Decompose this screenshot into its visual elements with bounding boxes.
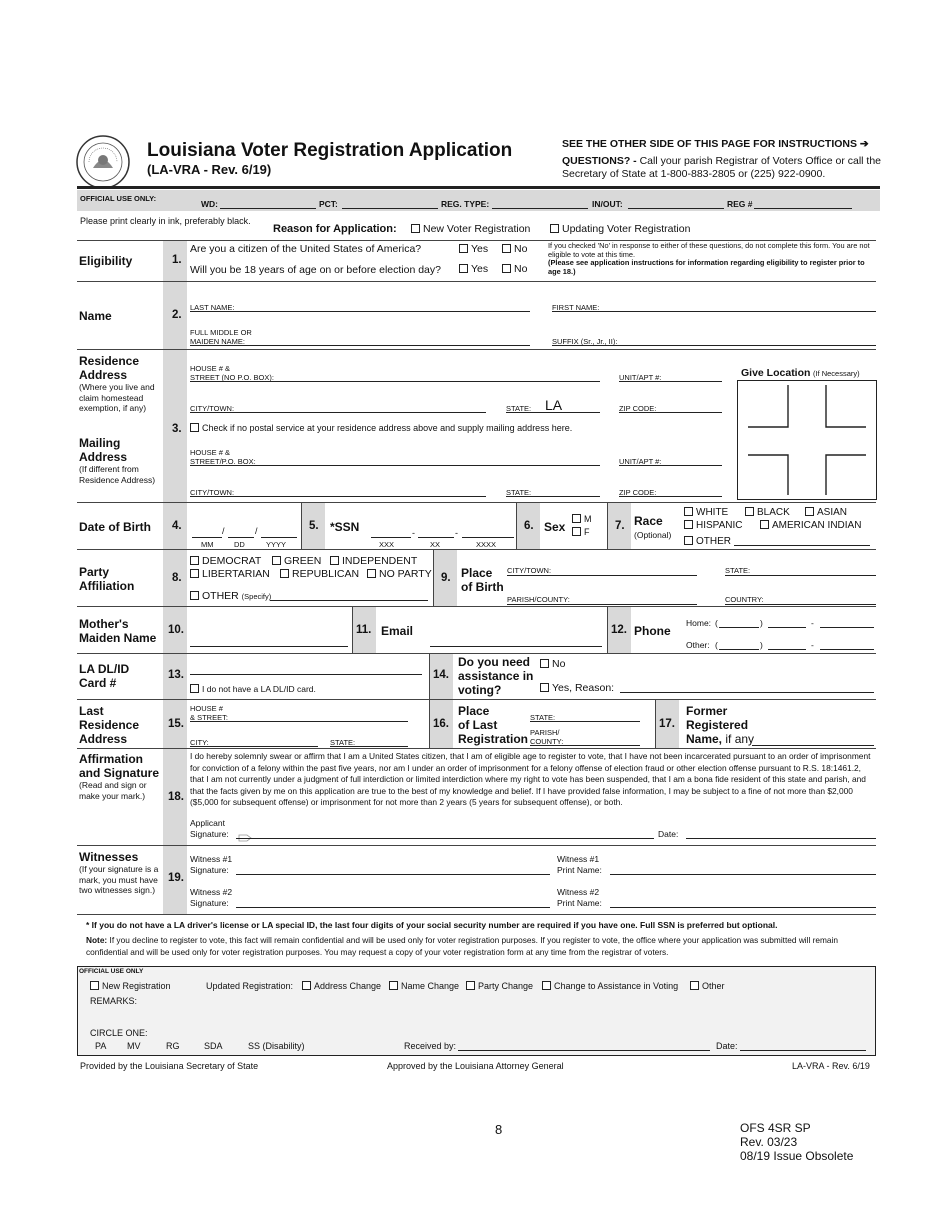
- state-seal-icon: [75, 134, 131, 190]
- res-city-label: CITY/TOWN:: [190, 404, 235, 413]
- location-box[interactable]: [737, 380, 877, 500]
- ssn-part2-field[interactable]: [418, 537, 454, 538]
- rule: [77, 281, 876, 282]
- witness2-print-label-1: Witness #2: [557, 887, 600, 897]
- witnesses-note: (If your signature is a mark, you must have two witnesses sign.): [79, 864, 159, 895]
- age-no[interactable]: No: [502, 264, 527, 275]
- ssn-last4-field[interactable]: [462, 537, 514, 538]
- party-label-2: Affiliation: [79, 579, 135, 593]
- birth-state-field[interactable]: [725, 575, 876, 576]
- last-reg-state-field[interactable]: [530, 721, 640, 722]
- mail-street-label: STREET/P.O. BOX:: [190, 457, 256, 466]
- section-num: 6.: [524, 520, 534, 532]
- dd-caption: DD: [234, 540, 245, 549]
- checkbox[interactable]: [190, 591, 199, 600]
- res-city-field[interactable]: [190, 412, 486, 413]
- witness2-label: Witness #2: [190, 887, 233, 897]
- checkbox[interactable]: [684, 507, 693, 516]
- checkbox[interactable]: [745, 507, 754, 516]
- checkbox[interactable]: [572, 527, 581, 536]
- checkbox[interactable]: [684, 536, 693, 545]
- assist-yes-option[interactable]: Yes, Reason:: [540, 683, 614, 694]
- assist-reason-field[interactable]: [620, 692, 874, 693]
- section-num: 1.: [172, 254, 182, 266]
- new-registration-option[interactable]: New Voter Registration: [411, 224, 530, 235]
- race-white[interactable]: WHITE: [684, 507, 728, 518]
- last-reg-parish-label-2: COUNTY:: [530, 737, 564, 746]
- checkbox[interactable]: [684, 520, 693, 529]
- section-num: 5.: [309, 520, 319, 532]
- ssn-footnote: * If you do not have a LA driver's license or LA special ID, the last four digits of your social security number are required if you have one. Full SSN is preferred but optional.: [86, 920, 778, 930]
- rule: [77, 748, 876, 749]
- last-name-field[interactable]: [190, 311, 530, 312]
- rule: [77, 349, 876, 350]
- received-by-field[interactable]: [458, 1050, 710, 1051]
- residence-note: (Where you live and claim homestead exemption, if any): [79, 382, 155, 413]
- res-street-label: STREET (NO P.O. BOX):: [190, 373, 274, 382]
- party-independent[interactable]: INDEPENDENT: [330, 556, 417, 567]
- mail-zip-field[interactable]: [619, 496, 722, 497]
- last-reg-parish-label-1: PARISH/: [530, 728, 560, 737]
- birth-parish-field[interactable]: [507, 604, 697, 605]
- date-label: Date:: [658, 829, 679, 839]
- witness1-signature-label: Signature:: [190, 865, 229, 875]
- assist-label-3: voting?: [458, 683, 502, 697]
- age-yes[interactable]: Yes: [459, 264, 488, 275]
- mail-unit-field[interactable]: [619, 465, 722, 466]
- checkbox[interactable]: [411, 224, 420, 233]
- section-num: 15.: [168, 718, 184, 730]
- dob-slash: /: [255, 526, 258, 536]
- res-zip-label: ZIP CODE:: [619, 404, 657, 413]
- sex-label: Sex: [544, 520, 566, 534]
- party-republican[interactable]: REPUBLICAN: [280, 569, 359, 580]
- ssn-part1-field[interactable]: [371, 537, 411, 538]
- res-house-label: HOUSE # &: [190, 364, 231, 373]
- witness1-label: Witness #1: [190, 854, 233, 864]
- last-reg-parish-field[interactable]: [530, 745, 640, 746]
- official-bottom-label: OFFICIAL USE ONLY: [79, 968, 144, 975]
- mail-city-label: CITY/TOWN:: [190, 488, 235, 497]
- last-street-label: & STREET:: [190, 713, 228, 722]
- checkbox[interactable]: [190, 684, 199, 693]
- witness1-print-field[interactable]: [610, 874, 876, 875]
- divider: [429, 700, 430, 748]
- suffix-label: SUFFIX (Sr., Jr., II):: [552, 337, 618, 346]
- checkbox[interactable]: [190, 569, 199, 578]
- form-subtitle: (LA-VRA - Rev. 6/19): [147, 162, 272, 177]
- checkbox[interactable]: [459, 264, 468, 273]
- sex-f-option[interactable]: F: [572, 527, 590, 538]
- rule: [77, 845, 876, 846]
- rule: [77, 502, 876, 503]
- party-green[interactable]: GREEN: [272, 556, 321, 567]
- other-line-field[interactable]: [820, 649, 874, 650]
- in-out-field: [628, 208, 724, 209]
- name-change-check[interactable]: Name Change: [389, 981, 459, 992]
- last-res-label-1: Last: [79, 704, 104, 718]
- checkbox[interactable]: [389, 981, 398, 990]
- checkbox[interactable]: [302, 981, 311, 990]
- res-state-field[interactable]: [506, 412, 600, 413]
- no-postal-service-check[interactable]: Check if no postal service at your residence address above and supply mailing address here.: [190, 423, 572, 434]
- reason-label: Reason for Application:: [273, 223, 397, 235]
- party-label-1: Party: [79, 565, 110, 579]
- last-reg-label-3: Registration: [458, 732, 529, 746]
- checkbox[interactable]: [466, 981, 475, 990]
- email-label: Email: [381, 624, 414, 638]
- mail-street-field[interactable]: [190, 465, 600, 466]
- reg-num-field: [754, 208, 852, 209]
- official-date-label: Date:: [716, 1041, 738, 1051]
- checkbox[interactable]: [90, 981, 99, 990]
- affirmation-label-2: and Signature: [79, 766, 160, 780]
- paren-open: (: [715, 618, 718, 628]
- party-other-field[interactable]: [270, 600, 428, 601]
- applicant-signature-label: Signature:: [190, 829, 229, 839]
- section-num: 16.: [433, 718, 449, 730]
- other-check[interactable]: Other: [690, 981, 725, 992]
- remarks-label: REMARKS:: [90, 996, 138, 1006]
- checkbox[interactable]: [190, 556, 199, 565]
- form-revision: LA-VRA - Rev. 6/19: [792, 1061, 870, 1071]
- race-hispanic[interactable]: HISPANIC: [684, 520, 743, 531]
- rule: [77, 653, 876, 654]
- race-other[interactable]: OTHER: [684, 536, 731, 547]
- party-other[interactable]: OTHER (Specify): [190, 591, 271, 602]
- last-res-label-2: Residence: [79, 718, 140, 732]
- birth-country-label: COUNTRY:: [725, 595, 764, 604]
- ss-option[interactable]: SS (Disability): [248, 1041, 305, 1051]
- citizen-question: Are you a citizen of the United States of America?: [190, 243, 422, 255]
- rg-option[interactable]: RG: [166, 1041, 180, 1051]
- party-democrat[interactable]: DEMOCRAT: [190, 556, 261, 567]
- middle-name-field[interactable]: [190, 345, 530, 346]
- last-reg-label-2: of Last: [458, 718, 498, 732]
- official-use-bottom-box: [77, 966, 876, 1056]
- questions-line1: Call your parish Registrar of Voters Office or call the: [639, 155, 882, 167]
- party-no-party[interactable]: NO PARTY: [367, 569, 432, 580]
- ofs-rev: Rev. 03/23: [740, 1135, 798, 1149]
- witness1-signature-field[interactable]: [236, 874, 550, 875]
- page-number: 8: [495, 1122, 503, 1137]
- race-asian[interactable]: ASIAN: [805, 507, 847, 518]
- mailing-note: (If different from Residence Address): [79, 464, 156, 485]
- other-phone-label: Other:: [686, 640, 710, 650]
- ssn-xxxx-caption: XXXX: [476, 540, 497, 549]
- mail-house-label: HOUSE # &: [190, 448, 231, 457]
- last-city-field[interactable]: [190, 746, 318, 747]
- section-num: 17.: [659, 718, 675, 730]
- witness1-print-label-1: Witness #1: [557, 854, 600, 864]
- res-state-value: LA: [545, 397, 563, 413]
- questions-note: [562, 155, 881, 167]
- checkbox[interactable]: [572, 514, 581, 523]
- in-out-label: IN/OUT:: [592, 199, 623, 209]
- assistance-change-check[interactable]: Change to Assistance in Voting: [542, 981, 678, 992]
- citizen-no[interactable]: No: [502, 244, 527, 255]
- section-num: 14.: [433, 669, 449, 681]
- dash: -: [811, 640, 814, 650]
- reg-type-field: [492, 208, 588, 209]
- party-change-check[interactable]: Party Change: [466, 981, 533, 992]
- pct-field: [342, 208, 438, 209]
- circle-one-label: CIRCLE ONE:: [90, 1028, 148, 1038]
- section-num: 13.: [168, 669, 184, 681]
- assist-no-option[interactable]: No: [540, 659, 565, 670]
- print-note: Please print clearly in ink, preferably black.: [80, 216, 251, 226]
- ssn-label: *SSN: [330, 520, 360, 534]
- section-num: 11.: [356, 624, 372, 636]
- first-name-field[interactable]: [552, 311, 876, 312]
- res-zip-field[interactable]: [619, 412, 722, 413]
- pen-icon: [238, 829, 252, 837]
- sda-option[interactable]: SDA: [204, 1041, 223, 1051]
- race-optional: (Optional): [634, 530, 672, 540]
- dob-mm-field[interactable]: [192, 537, 222, 538]
- section-num: 19.: [168, 872, 184, 884]
- birth-parish-label: PARISH/COUNTY:: [507, 595, 570, 604]
- mailing-label-2: Address: [79, 450, 128, 464]
- birth-state-label: STATE:: [725, 566, 751, 575]
- section-num: 18.: [168, 791, 184, 803]
- dl-label-1: LA DL/ID: [79, 662, 130, 676]
- checkbox[interactable]: [550, 224, 559, 233]
- middle-name-label-2: MAIDEN NAME:: [190, 337, 246, 346]
- ofs-obsolete: 08/19 Issue Obsolete: [740, 1149, 854, 1163]
- last-name-label: LAST NAME:: [190, 303, 235, 312]
- paren-open: (: [715, 640, 718, 650]
- mailing-label-1: Mailing: [79, 436, 121, 450]
- mother-label-2: Maiden Name: [79, 631, 157, 645]
- former-name-label-2: Registered: [686, 718, 749, 732]
- checkbox[interactable]: [367, 569, 376, 578]
- checkbox[interactable]: [280, 569, 289, 578]
- dob-slash: /: [222, 526, 225, 536]
- new-registration-check[interactable]: New Registration: [90, 981, 171, 992]
- section-num: 4.: [172, 520, 182, 532]
- former-name-label-3: Name, if any: [686, 732, 755, 746]
- dash: -: [811, 618, 814, 628]
- last-state-field[interactable]: [330, 746, 408, 747]
- checkbox[interactable]: [690, 981, 699, 990]
- witness2-print-label-2: Print Name:: [557, 898, 602, 908]
- checkbox[interactable]: [330, 556, 339, 565]
- home-area-field[interactable]: [719, 627, 759, 628]
- checkbox[interactable]: [190, 423, 199, 432]
- mother-maiden-field[interactable]: [190, 646, 348, 647]
- ofs-code: OFS 4SR SP: [740, 1121, 811, 1135]
- official-date-field[interactable]: [740, 1050, 866, 1051]
- paren-close: ): [760, 640, 763, 650]
- last-street-field[interactable]: [190, 721, 408, 722]
- last-city-label: CITY:: [190, 738, 209, 747]
- divider: [516, 503, 517, 549]
- home-prefix-field[interactable]: [768, 627, 806, 628]
- last-res-label-3: Address: [79, 732, 128, 746]
- address-change-check[interactable]: Address Change: [302, 981, 381, 992]
- checkbox[interactable]: [502, 244, 511, 253]
- updated-registration-label: Updated Registration:: [206, 981, 294, 991]
- section-num: 10.: [168, 624, 184, 636]
- checkbox[interactable]: [760, 520, 769, 529]
- divider: [301, 503, 302, 549]
- last-reg-state-label: STATE:: [530, 713, 556, 722]
- res-street-field[interactable]: [190, 381, 600, 382]
- dl-label-2: Card #: [79, 676, 117, 690]
- questions-line2: Secretary of State at 1-800-883-2805 or (225) 922-0900.: [562, 168, 826, 180]
- wd-label: WD:: [201, 199, 218, 209]
- dob-yyyy-field[interactable]: [261, 537, 297, 538]
- date-field[interactable]: [686, 838, 876, 839]
- section-num: 8.: [172, 572, 182, 584]
- witness2-print-field[interactable]: [610, 907, 876, 908]
- last-reg-label-1: Place: [458, 704, 490, 718]
- phone-label: Phone: [634, 624, 671, 638]
- reg-num-label: REG #: [727, 199, 753, 209]
- birth-country-field[interactable]: [725, 604, 876, 605]
- applicant-signature-field[interactable]: [236, 838, 654, 839]
- wd-field: [220, 208, 316, 209]
- header-rule: [77, 186, 880, 189]
- ssn-xx-caption: XX: [430, 540, 441, 549]
- race-american-indian[interactable]: AMERICAN INDIAN: [760, 520, 861, 531]
- ssn-dash: -: [455, 528, 458, 538]
- note-paragraph: Note: If you decline to register to vote, this fact will remain confidential and will be used only for voter registration purposes. If you register to vote, the office where your application was submitted will remain confidential and will be used only for voter registration purposes. You may request a copy of your voter registration form at any time from the registrar of voters.: [86, 935, 839, 957]
- last-house-label: HOUSE #: [190, 704, 223, 713]
- section-num: 2.: [172, 309, 182, 321]
- divider: [352, 607, 353, 653]
- middle-name-label-1: FULL MIDDLE OR: [190, 328, 252, 337]
- yyyy-caption: YYYY: [266, 540, 287, 549]
- mail-state-field[interactable]: [506, 496, 600, 497]
- last-state-label: STATE:: [330, 738, 356, 747]
- section-num: 9.: [441, 572, 451, 584]
- ssn-xxx-caption: XXX: [379, 540, 395, 549]
- birthplace-label-1: Place: [461, 566, 493, 580]
- suffix-field[interactable]: [552, 345, 876, 346]
- other-area-field[interactable]: [719, 649, 759, 650]
- race-black[interactable]: BLACK: [745, 507, 790, 518]
- rule: [77, 699, 876, 700]
- checkbox[interactable]: [805, 507, 814, 516]
- residence-label-2: Address: [79, 368, 128, 382]
- see-other-side-note: SEE THE OTHER SIDE OF THIS PAGE FOR INSTRUCTIONS ➔: [562, 138, 869, 150]
- affirmation-note: (Read and sign or make your mark.): [79, 780, 147, 801]
- checkbox[interactable]: [540, 683, 549, 692]
- crossroads-icon: [738, 381, 876, 499]
- provided-by: Provided by the Louisiana Secretary of State: [80, 1061, 259, 1071]
- mother-label-1: Mother's: [79, 617, 129, 631]
- applicant-label: Applicant: [190, 818, 225, 828]
- dob-dd-field[interactable]: [228, 537, 254, 538]
- section-num: 12.: [611, 624, 627, 636]
- paren-close: ): [760, 618, 763, 628]
- race-other-field[interactable]: [734, 545, 870, 546]
- res-unit-field[interactable]: [619, 381, 722, 382]
- assist-label-1: Do you need: [458, 655, 531, 669]
- divider: [433, 550, 434, 606]
- questions-label: QUESTIONS? -: [562, 155, 637, 167]
- dl-number-field[interactable]: [190, 674, 422, 675]
- birth-city-label: CITY/TOWN:: [507, 566, 552, 575]
- other-prefix-field[interactable]: [768, 649, 806, 650]
- birthplace-label-2: of Birth: [461, 580, 504, 594]
- reg-type-label: REG. TYPE:: [441, 199, 490, 209]
- ssn-dash: -: [412, 528, 415, 538]
- rule: [77, 549, 876, 550]
- witness2-signature-label: Signature:: [190, 898, 229, 908]
- first-name-label: FIRST NAME:: [552, 303, 600, 312]
- give-location-label: Give Location (If Necessary): [741, 367, 860, 379]
- affirmation-text: I do hereby solemnly swear or affirm that I am a United States citizen, that I am of eligible age to register to vote, that I have not been incarcerated pursuant to an order of imprisonment for conviction of a felony within the past five years, nor am I under an order of imprisonment for a felony offense of election fraud or other election offense pursuant to R.S. 18:1461.2, that I am not currently under a judgment of full interdiction or limited interdiction where my right to vote has been suspended, that I am a bona fide resident of this state and parish, and that the facts given by me on this application are true to the best of my knowledge and belief. If I have provided false information, I may be subject to a fine of not more than $2,000 ($5,000 for subsequent offense) or imprisonment for not more than 2 years (5 years for subsequent offense), or both.: [190, 751, 871, 807]
- sex-m-option[interactable]: M: [572, 514, 592, 525]
- mail-unit-label: UNIT/APT #:: [619, 457, 662, 466]
- official-top-label: OFFICIAL USE ONLY:: [80, 194, 157, 203]
- witnesses-label: Witnesses: [79, 850, 139, 864]
- affirmation-label-1: Affirmation: [79, 752, 143, 766]
- divider: [429, 654, 430, 699]
- birth-city-field[interactable]: [507, 575, 697, 576]
- no-dl-check[interactable]: I do not have a LA DL/ID card.: [190, 684, 316, 694]
- eligibility-label: Eligibility: [79, 254, 133, 268]
- approved-by: Approved by the Louisiana Attorney General: [387, 1061, 564, 1071]
- checkbox[interactable]: [459, 244, 468, 253]
- email-field[interactable]: [430, 646, 602, 647]
- party-libertarian[interactable]: LIBERTARIAN: [190, 569, 270, 580]
- checkbox[interactable]: [542, 981, 551, 990]
- divider: [607, 607, 608, 653]
- eligibility-note: If you checked 'No' in response to either of these questions, do not complete this form. You are not eligible to vote at this time. (Please see application instructions for information regarding eligibility to register prior to age 18.): [548, 241, 870, 276]
- mail-zip-label: ZIP CODE:: [619, 488, 657, 497]
- mv-option[interactable]: MV: [127, 1041, 141, 1051]
- section-num: 3.: [172, 423, 182, 435]
- checkbox[interactable]: [540, 659, 549, 668]
- update-registration-option[interactable]: Updating Voter Registration: [550, 224, 690, 235]
- home-phone-label: Home:: [686, 618, 712, 628]
- race-label: Race: [634, 514, 663, 528]
- received-by-label: Received by:: [404, 1041, 457, 1051]
- res-unit-label: UNIT/APT #:: [619, 373, 662, 382]
- mm-caption: MM: [201, 540, 214, 549]
- rule: [77, 606, 876, 607]
- former-name-field[interactable]: [752, 745, 874, 746]
- divider: [607, 503, 608, 549]
- section-num: 7.: [615, 520, 625, 532]
- checkbox[interactable]: [272, 556, 281, 565]
- witness2-signature-field[interactable]: [236, 907, 550, 908]
- divider: [655, 700, 656, 748]
- rule: [77, 914, 876, 915]
- mail-state-label: STATE:: [506, 488, 532, 497]
- mail-city-field[interactable]: [190, 496, 486, 497]
- pa-option[interactable]: PA: [95, 1041, 107, 1051]
- residence-label-1: Residence: [79, 354, 140, 368]
- form-title: Louisiana Voter Registration Application: [147, 140, 513, 161]
- checkbox[interactable]: [502, 264, 511, 273]
- age-question: Will you be 18 years of age on or before election day?: [190, 264, 441, 276]
- home-line-field[interactable]: [820, 627, 874, 628]
- pct-label: PCT:: [319, 199, 338, 209]
- witness1-print-label-2: Print Name:: [557, 865, 602, 875]
- assist-label-2: assistance in: [458, 669, 534, 683]
- former-name-label-1: Former: [686, 704, 728, 718]
- name-label: Name: [79, 309, 112, 323]
- dob-label: Date of Birth: [79, 520, 151, 534]
- citizen-yes[interactable]: Yes: [459, 244, 488, 255]
- res-state-label: STATE:: [506, 404, 532, 413]
